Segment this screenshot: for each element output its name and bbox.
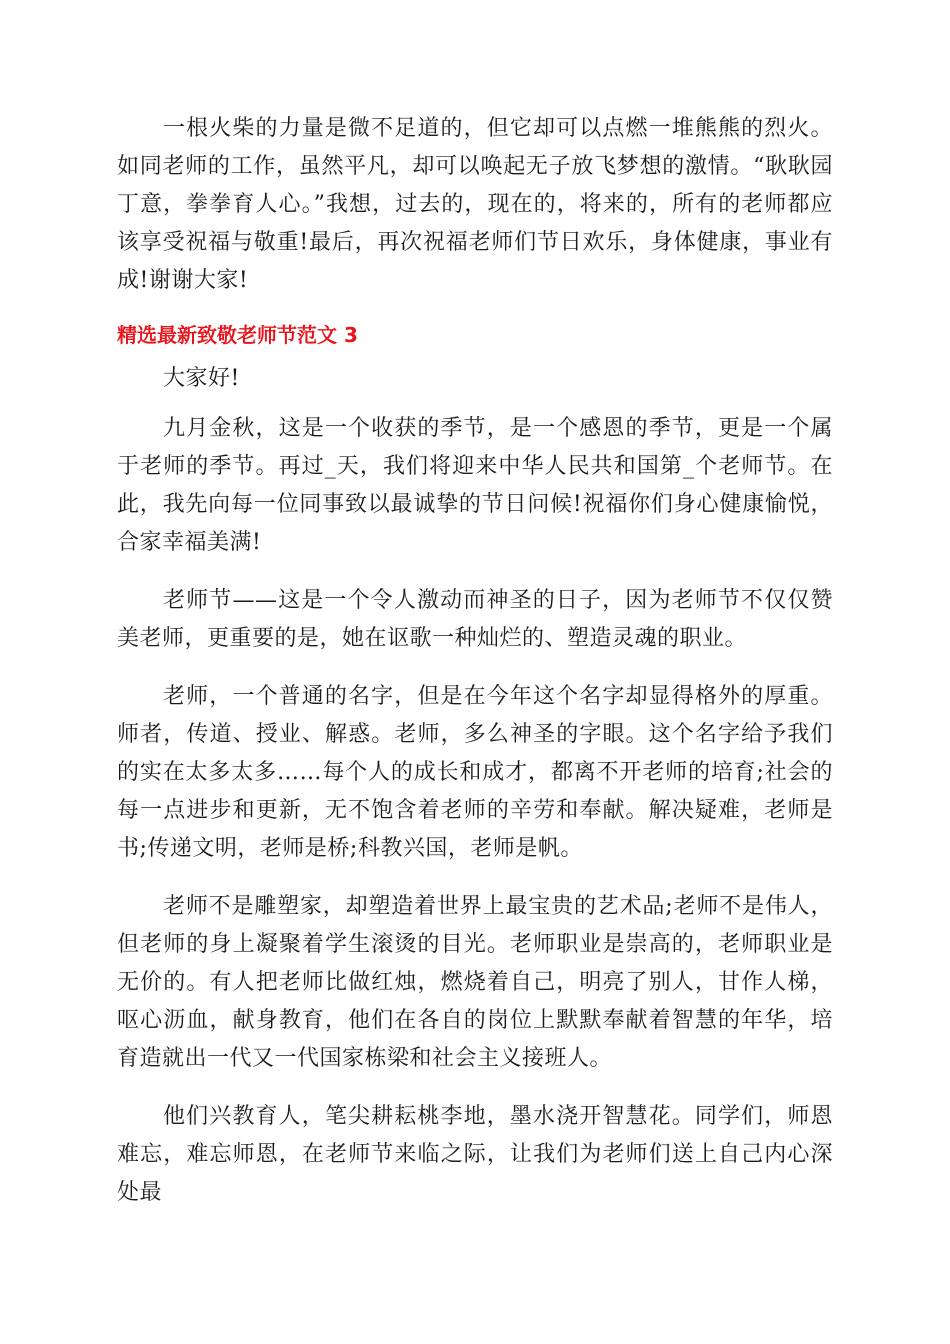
paragraph-1: 九月金秋，这是一个收获的季节，是一个感恩的季节，更是一个属于老师的季节。再过_天，我们将迎来中华人民共和国第_个老师节。在此，我先向每一位同事致以最诚挚的节日问候!祝福你们身心健康愉悦，合家幸福美满!	[117, 416, 833, 555]
greeting: 大家好!	[163, 366, 240, 391]
paragraph-closing: 一根火柴的力量是微不足道的，但它却可以点燃一堆熊熊的烈火。如同老师的工作，虽然平凡，却可以唤起无子放飞梦想的激情。“耿耿园丁意，拳拳育人心。”我想，过去的，现在的，将来的，所有的老师都应该享受祝福与敬重!最后，再次祝福老师们节日欢乐，身体健康，事业有成!谢谢大家!	[117, 116, 833, 293]
paragraph-2: 老师节——这是一个令人激动而神圣的日子，因为老师节不仅仅赞美老师，更重要的是，她在讴歌一种灿烂的、塑造灵魂的职业。	[117, 588, 833, 651]
paragraph-5: 他们兴教育人，笔尖耕耘桃李地，墨水浇开智慧花。同学们，师恩难忘，难忘师恩，在老师节来临之际，让我们为老师们送上自己内心深处最	[117, 1104, 833, 1205]
section-heading: 精选最新致敬老师节范文 3	[117, 323, 358, 347]
paragraph-4: 老师不是雕塑家，却塑造着世界上最宝贵的艺术品;老师不是伟人，但老师的身上凝聚着学生滚烫的目光。老师职业是崇高的，老师职业是无价的。有人把老师比做红烛，燃烧着自己，明亮了别人，甘作人梯，呕心沥血，献身教育，他们在各自的岗位上默默奉献着智慧的年华，培育造就出一代又一代国家栋梁和社会主义接班人。	[117, 894, 833, 1071]
document-page	[117, 110, 833, 1232]
paragraph-3: 老师，一个普通的名字，但是在今年这个名字却显得格外的厚重。师者，传道、授业、解惑。老师，多么神圣的字眼。这个名字给予我们的实在太多太多……每个人的成长和成才，都离不开老师的培育;社会的每一点进步和更新，无不饱含着老师的辛劳和奉献。解决疑难，老师是书;传递文明，老师是桥;科教兴国，老师是帆。	[117, 684, 833, 861]
